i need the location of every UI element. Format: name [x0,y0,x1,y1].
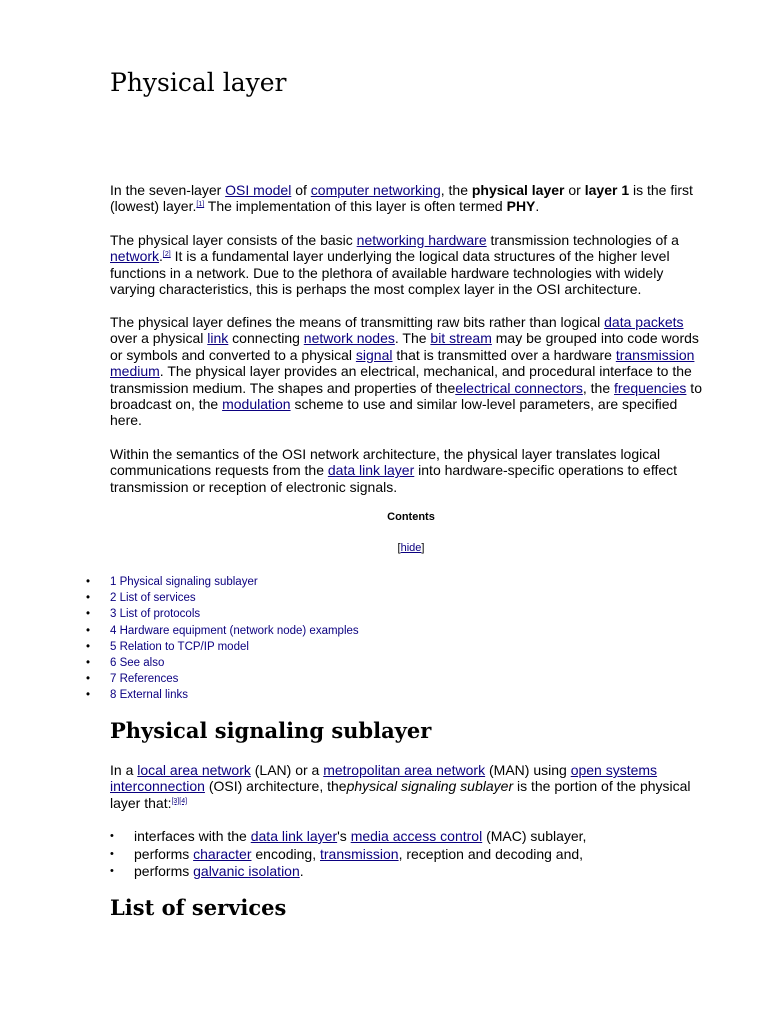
bit-stream-link[interactable]: bit stream [430,330,492,347]
toc-item [110,623,359,639]
toc-item [110,655,359,671]
toc-link-list-of-protocols[interactable]: 3 List of protocols [110,608,201,621]
link-link[interactable]: link [207,330,229,347]
list-item: • performs character encoding, transmission, reception and decoding and, [134,846,586,864]
data-link-layer-link[interactable]: data link layer [327,462,415,479]
toc-link-relation-to-tcp-ip[interactable]: 5 Relation to TCP/IP model [110,640,249,653]
citation-2-link[interactable]: [2] [162,251,171,259]
section-heading-physical-signaling: Physical signaling sublayer [110,718,432,743]
signal-link[interactable]: signal [355,346,393,363]
section-heading-list-of-services: List of services [110,895,287,920]
electrical-connectors-link[interactable]: electrical connectors [455,379,583,396]
computer-networking-link[interactable]: computer networking [310,182,441,198]
media-access-control-link[interactable]: media access control [350,828,483,844]
network-link[interactable]: network [110,248,160,265]
transmission-link[interactable]: transmission [319,845,399,862]
toc-link-external-links[interactable]: 8 External links [110,689,188,702]
galvanic-isolation-link[interactable]: galvanic isolation [193,863,300,880]
local-area-network-link[interactable]: local area network [137,762,251,778]
page-title: Physical layer [110,68,287,97]
semantics-paragraph: Within the semantics of the OSI network architecture, the physical layer translates logical communications requests from the data link layer into hardware-specific operations to effect transmission or reception of electronic signals. [110,446,678,495]
toc-item [110,687,359,703]
toc-link-physical-signaling-sublayer[interactable]: 1 Physical signaling sublayer [110,576,258,588]
toc-item [110,574,359,590]
transmission-medium-link[interactable]: transmission medium [110,346,695,380]
toc-hide-link[interactable]: hide [400,542,422,554]
citation-1-link[interactable]: [1] [196,201,205,209]
network-nodes-link[interactable]: network nodes [303,330,395,347]
toc-list [110,574,359,704]
citation-3-4-link[interactable]: [3][4] [171,797,188,805]
definition-paragraph: The physical layer defines the means of transmitting raw bits rather than logical data packets over a physical link connecting network nodes. The bit stream may be grouped into code words or symbols and converted to a physical signal that is transmitted over a hardware transmission medium. The physical layer provides an electrical, mechanical, and procedural interface to the transmission medium. The shapes and properties of theelectrical connectors, the frequencies to broadcast on, the modulation scheme to use and similar low-level parameters, are specified here. [110,314,702,429]
toc-title: Contents [387,511,435,523]
osi-model-link[interactable]: OSI model [225,182,292,198]
list-item: • performs galvanic isolation. [134,863,586,881]
toc-item [110,639,359,655]
toc-item [110,671,359,687]
toc-item [110,590,359,606]
list-item: • interfaces with the data link layer's media access control (MAC) sublayer, [134,828,586,846]
toc-link-see-also[interactable]: 6 See also [110,657,165,670]
toc-link-hardware-equipment[interactable]: 4 Hardware equipment (network node) examples [110,624,359,637]
open-systems-interconnection-link[interactable]: open systems interconnection [110,762,658,795]
toc-toggle: [hide] [397,542,425,554]
hardware-paragraph: The physical layer consists of the basic networking hardware transmission technologies of a network.[2] It is a fundamental layer underlying the logical data structures of the higher level functions in a network. Due to the plethora of available hardware technologies with widely varying characteristics, this is perhaps the most complex layer in the OSI architecture. [110,232,679,298]
data-packets-link[interactable]: data packets [604,314,684,330]
modulation-link[interactable]: modulation [222,396,291,413]
character-link[interactable]: character [193,845,252,862]
networking-hardware-link[interactable]: networking hardware [356,232,487,248]
frequencies-link[interactable]: frequencies [614,379,687,396]
sublayer-paragraph: In a local area network (LAN) or a metropolitan area network (MAN) using open systems interconnection (OSI) architecture, thephysical signaling sublayer is the portion of the physical layer that:[3][4] [110,762,691,811]
intro-paragraph: In the seven-layer OSI model of computer networking, the physical layer or layer 1 is the first (lowest) layer.[1] The implementation of this layer is often termed PHY. [110,182,693,215]
toc-link-list-of-services[interactable]: 2 List of services [110,592,196,605]
toc-link-references[interactable]: 7 References [110,673,179,686]
toc-item [110,606,359,622]
metropolitan-area-network-link[interactable]: metropolitan area network [323,762,486,778]
data-link-layer-link-2[interactable]: data link layer [250,828,338,844]
sublayer-bullet-list [134,828,586,881]
